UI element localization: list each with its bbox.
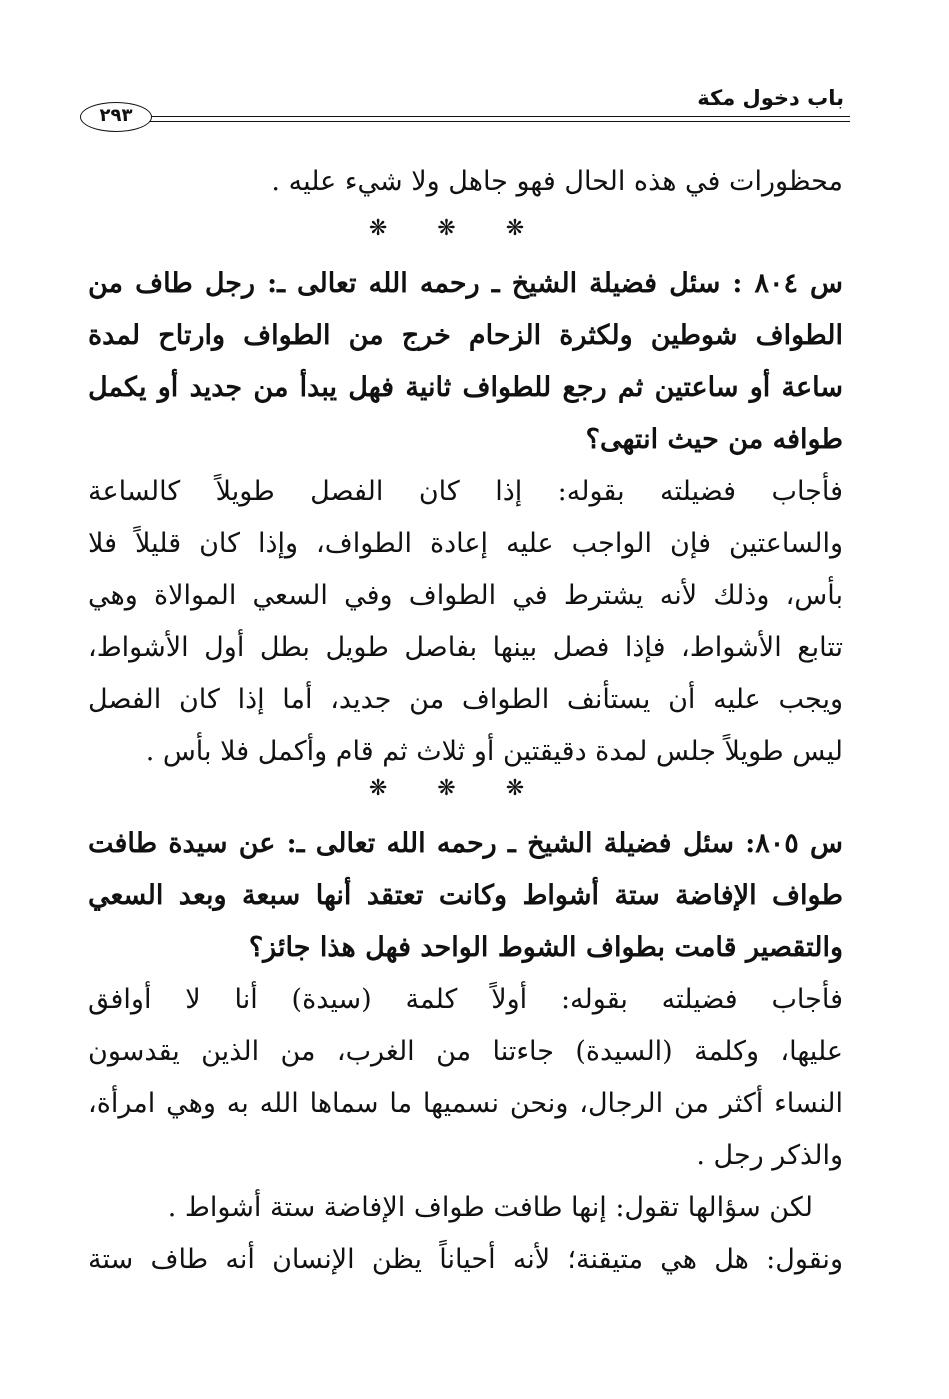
question-line: طوافه من حيث انتهى؟	[585, 424, 843, 455]
question-line: س ٨٠٥: سئل فضيلة الشيخ ـ رحمه الله تعالى ـ: عن سيدة طافت	[88, 828, 843, 859]
answer-line: ويجب عليه أن يستأنف الطواف من جديد، أما إذا كان الفصل	[88, 684, 843, 715]
answer-line: والساعتين فإن الواجب عليه إعادة الطواف، وإذا كان قليلاً فلا	[88, 528, 843, 559]
answer-line: ليس طويلاً جلس لمدة دقيقتين أو ثلاث ثم قام وأكمل فلا بأس .	[145, 736, 843, 767]
ornament-star-icon: ❋	[437, 216, 494, 241]
previous-answer-ending	[88, 156, 843, 208]
question-line: طواف الإفاضة ستة أشواط وكانت تعتقد أنها سبعة وبعد السعي	[88, 880, 843, 911]
section-separator	[88, 214, 843, 244]
answer-805	[88, 974, 843, 1286]
ornament-star-icon: ❋	[505, 776, 563, 801]
answer-line: فأجاب فضيلته بقوله: إذا كان الفصل طويلاً كالساعة	[88, 476, 843, 507]
question-line: والتقصير قامت بطواف الشوط الواحد فهل هذا جائز؟	[248, 932, 843, 963]
answer-line: بأس، وذلك لأنه يشترط في الطواف وفي السعي الموالاة وهي	[88, 580, 843, 611]
running-header	[80, 82, 850, 132]
ornament-star-icon: ❋	[437, 776, 494, 801]
section-separator	[88, 774, 843, 804]
header-rule-top	[150, 116, 850, 117]
question-line: ساعة أو ساعتين ثم رجع للطواف ثانية فهل يبدأ من جديد أو يكمل	[88, 372, 843, 403]
text-line: محظورات في هذه الحال فهو جاهل ولا شيء عليه .	[271, 166, 843, 197]
answer-line: ونقول: هل هي متيقنة؛ لأنه أحياناً يظن الإنسان أنه طاف ستة	[88, 1244, 843, 1275]
answer-line: تتابع الأشواط، فإذا فصل بينها بفاصل طويل بطل أول الأشواط،	[88, 632, 843, 663]
question-804	[88, 258, 843, 466]
question-805	[88, 818, 843, 974]
question-line: الطواف شوطين ولكثرة الزحام خرج من الطواف وارتاح لمدة	[88, 320, 843, 351]
answer-line: عليها، وكلمة (السيدة) جاءتنا من الغرب، من الذين يقدسون	[88, 1036, 843, 1067]
header-rule-bottom	[150, 121, 850, 122]
chapter-title: باب دخول مكة	[697, 86, 844, 110]
question-line: س ٨٠٤ : سئل فضيلة الشيخ ـ رحمه الله تعالى ـ: رجل طاف من	[88, 268, 843, 299]
answer-804	[88, 466, 843, 778]
answer-line: والذكر رجل .	[696, 1140, 843, 1171]
ornament-star-icon: ❋	[505, 216, 563, 241]
answer-line: النساء أكثر من الرجال، ونحن نسميها ما سماها الله به وهي امرأة،	[88, 1088, 843, 1119]
page-number: ٢٩٣	[80, 102, 152, 132]
ornament-star-icon: ❋	[368, 216, 426, 241]
ornament-star-icon: ❋	[368, 776, 426, 801]
answer-line: فأجاب فضيلته بقوله: أولاً كلمة (سيدة) أنا لا أوافق	[88, 984, 843, 1015]
answer-line: لكن سؤالها تقول: إنها طافت طواف الإفاضة ستة أشواط .	[167, 1192, 813, 1223]
